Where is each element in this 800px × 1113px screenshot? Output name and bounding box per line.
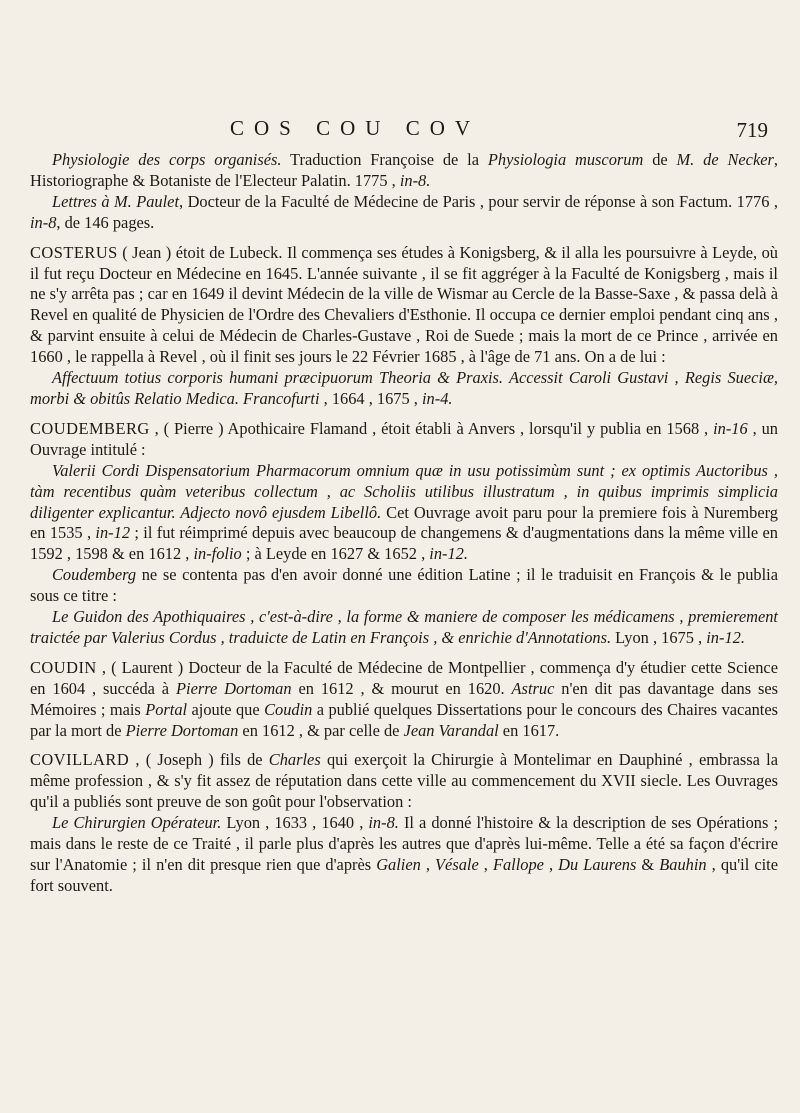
format-italic: in-12. <box>706 627 745 647</box>
entry-coudin <box>30 658 778 742</box>
text-run: en 1612 , & par celle de <box>238 720 404 740</box>
covillard-bio <box>30 750 778 813</box>
format-italic: in-16 <box>713 418 748 438</box>
entry-covillard <box>30 750 778 896</box>
text-run: ne se contenta pas d'en avoir donné une édition Latine ; il le traduisit en François & le publia sous ce titre : <box>30 565 778 606</box>
text-run: Il a donné l'histoire & la description de ses Opérations ; mais dans le reste de ce Traité , il parle plus d'après les autres que d'après lui-même. Telle a été sa façon d'écrire sur l'Anatomie ; il n'en dit presque rien que d'après <box>30 813 778 874</box>
text-run: , ( Pierre ) Apothicaire Flamand , étoit établi à Anvers , lorsqu'il y publia en 1568 , <box>149 418 714 438</box>
headword: COVILLARD <box>30 750 130 770</box>
text-run: , qu'il cite fort souvent. <box>30 855 778 895</box>
text-run: & <box>636 855 660 874</box>
format-italic: in-4. <box>422 388 453 408</box>
format-italic: in-folio <box>193 544 242 564</box>
name-italic: Vésale <box>435 855 479 874</box>
coudemberg-translation <box>30 565 778 607</box>
title-italic: Valerii Cordi Dispensatorium Pharmacorum omnium quæ in usu potissimùm sunt ; ex optimis Auctoribus , tàm recentibus quàm veteribus collectum , ac Scholiis utilibus illustratum , in quibus imprimis simplicia diligenter explicantur. Adjecto novô ejusdem Libellô. <box>30 460 778 522</box>
costerus-work <box>30 368 778 410</box>
name-italic: Pierre Dortoman <box>176 678 292 698</box>
text-run: a publié quelques Dissertations pour le concours des Chaires vacantes par la mort de <box>30 699 778 740</box>
text-run: de <box>643 150 677 169</box>
text-run: , de 146 pages. <box>56 212 155 232</box>
author-italic: M. de Necker <box>676 150 774 169</box>
text-run: , Historiographe & Botaniste de l'Electeur Palatin. 1775 , <box>30 150 778 190</box>
title-italic: Le Guidon des Apothiquaires , c'est-à-dire , la forme & maniere de composer les médicamens , premierement traictée par Valerius Cordus , traduicte de Latin en François , & enrichie d'Annotations. <box>30 607 778 647</box>
headword: COSTERUS <box>30 242 118 262</box>
text-run: ( Jean ) étoit de Lubeck. Il commença ses études à Konigsberg, & il alla les poursuivre à Leyde, où il fut reçu Docteur en Médecine en 1645. L'année suivante , il se fit aggréger à la Faculté de Konigsberg , mais il ne s'y arrêta pas ; car en 1649 il devint Médecin de la ville de Wismar au Cercle de la Basse-Saxe , & passa delà à Revel en qualité de Physicien de l'Ordre des Chevaliers d'Esthonie. Il occupa ce dernier emploi pendant cinq ans , & parvint ensuite à celui de Médecin de Charles-Gustave , Roi de Suede ; mais la mort de ce Prince , arrivée en 1660 , le rappella à Revel , où il finit ses jours le 22 Février 1685 , à l'âge de 71 ans. On a de lui : <box>30 242 778 367</box>
headword: COUDIN <box>30 657 97 677</box>
title-italic: Le Chirurgien Opérateur. <box>52 813 222 833</box>
text-run: ; à Leyde en 1627 & 1652 , <box>241 544 430 564</box>
text-run: Lyon , 1675 , <box>611 627 707 647</box>
name-italic: Portal <box>145 699 188 719</box>
title-italic: Physiologia muscorum <box>487 150 644 169</box>
running-head: COS COU COV <box>230 116 481 140</box>
costerus-bio <box>30 243 778 368</box>
text-run: , <box>420 855 436 874</box>
format-italic: in-8. <box>399 170 431 190</box>
text-run: , un Ouvrage intitulé : <box>30 418 779 459</box>
text-run: en 1612 , & mourut en 1620. <box>291 678 512 698</box>
name-italic: Coudin <box>264 699 313 719</box>
text-run: qui exerçoit la Chirurgie à Montelimar en Dauphiné , embrassa la même profession , & s'y fit assez de réputation dans cette ville au commencement du XVII siecle. Les Ouvrages qu'il a publiés sont preuve de son goût pour l'observation : <box>30 750 778 812</box>
name-italic: Fallope <box>492 855 544 874</box>
text-run: , 1664 , 1675 , <box>319 388 422 408</box>
text-run: , <box>478 855 493 874</box>
entry-physiologie <box>30 150 778 192</box>
entry-costerus <box>30 243 778 410</box>
name-italic: Astruc <box>511 678 555 698</box>
coudin-bio <box>30 658 778 742</box>
title-italic: Affectuum totius corporis humani præcipuorum Theoria & Praxis. Accessit Caroli Gustavi , Regis Sueciæ, morbi & obitûs Relatio Medica. Francofurti <box>30 368 778 408</box>
coudemberg-work <box>30 461 778 566</box>
format-italic: in-8 <box>30 212 57 232</box>
page-number: 719 <box>736 118 768 142</box>
name-italic: Du Laurens <box>558 855 637 874</box>
name-italic: Jean Varandal <box>403 720 499 740</box>
text-run: en 1617. <box>498 720 560 740</box>
format-italic: in-12 <box>95 523 131 543</box>
name-italic: Pierre Dortoman <box>125 720 239 740</box>
entry-coudemberg <box>30 419 778 649</box>
name-italic: Charles <box>268 750 321 770</box>
title-italic: Physiologie des corps organisés. <box>52 150 282 169</box>
page-header <box>0 112 800 146</box>
format-italic: in-12. <box>429 544 468 564</box>
entry-lettres <box>30 192 778 234</box>
title-italic: Lettres à M. Paulet <box>52 191 180 211</box>
text-run: , ( Laurent ) Docteur de la Faculté de Médecine de Montpellier , commença d'y étudier cette Science en 1604 , succéda à <box>30 657 778 698</box>
name-italic: Bauhin <box>659 855 707 874</box>
text-run: Lyon , 1633 , 1640 , <box>221 813 369 833</box>
body-text <box>30 150 778 897</box>
text-run: , <box>543 855 559 874</box>
text-run: Cet Ouvrage avoit paru pour la premiere fois à Nuremberg en 1535 , <box>30 502 778 543</box>
name-italic: Coudemberg <box>52 565 137 585</box>
coudemberg-guidon <box>30 607 778 649</box>
covillard-work <box>30 813 778 897</box>
format-italic: in-8. <box>368 813 399 833</box>
text-run: n'en dit pas davantage dans ses Mémoires ; mais <box>30 678 779 719</box>
text-run: , ( Joseph ) fils de <box>129 750 269 770</box>
text-run: ajoute que <box>187 699 265 719</box>
coudemberg-bio <box>30 419 778 461</box>
text-run: Traduction Françoise de la <box>281 150 488 169</box>
name-italic: Galien <box>376 855 421 874</box>
headword: COUDEMBERG <box>30 418 150 438</box>
text-run: ; il fut réimprimé depuis avec beaucoup de changemens & d'augmentations dans la même ville en 1592 , 1598 & en 1612 , <box>30 523 778 564</box>
text-run: , Docteur de la Faculté de Médecine de Paris , pour servir de réponse à son Factum. 1776 , <box>179 191 778 211</box>
